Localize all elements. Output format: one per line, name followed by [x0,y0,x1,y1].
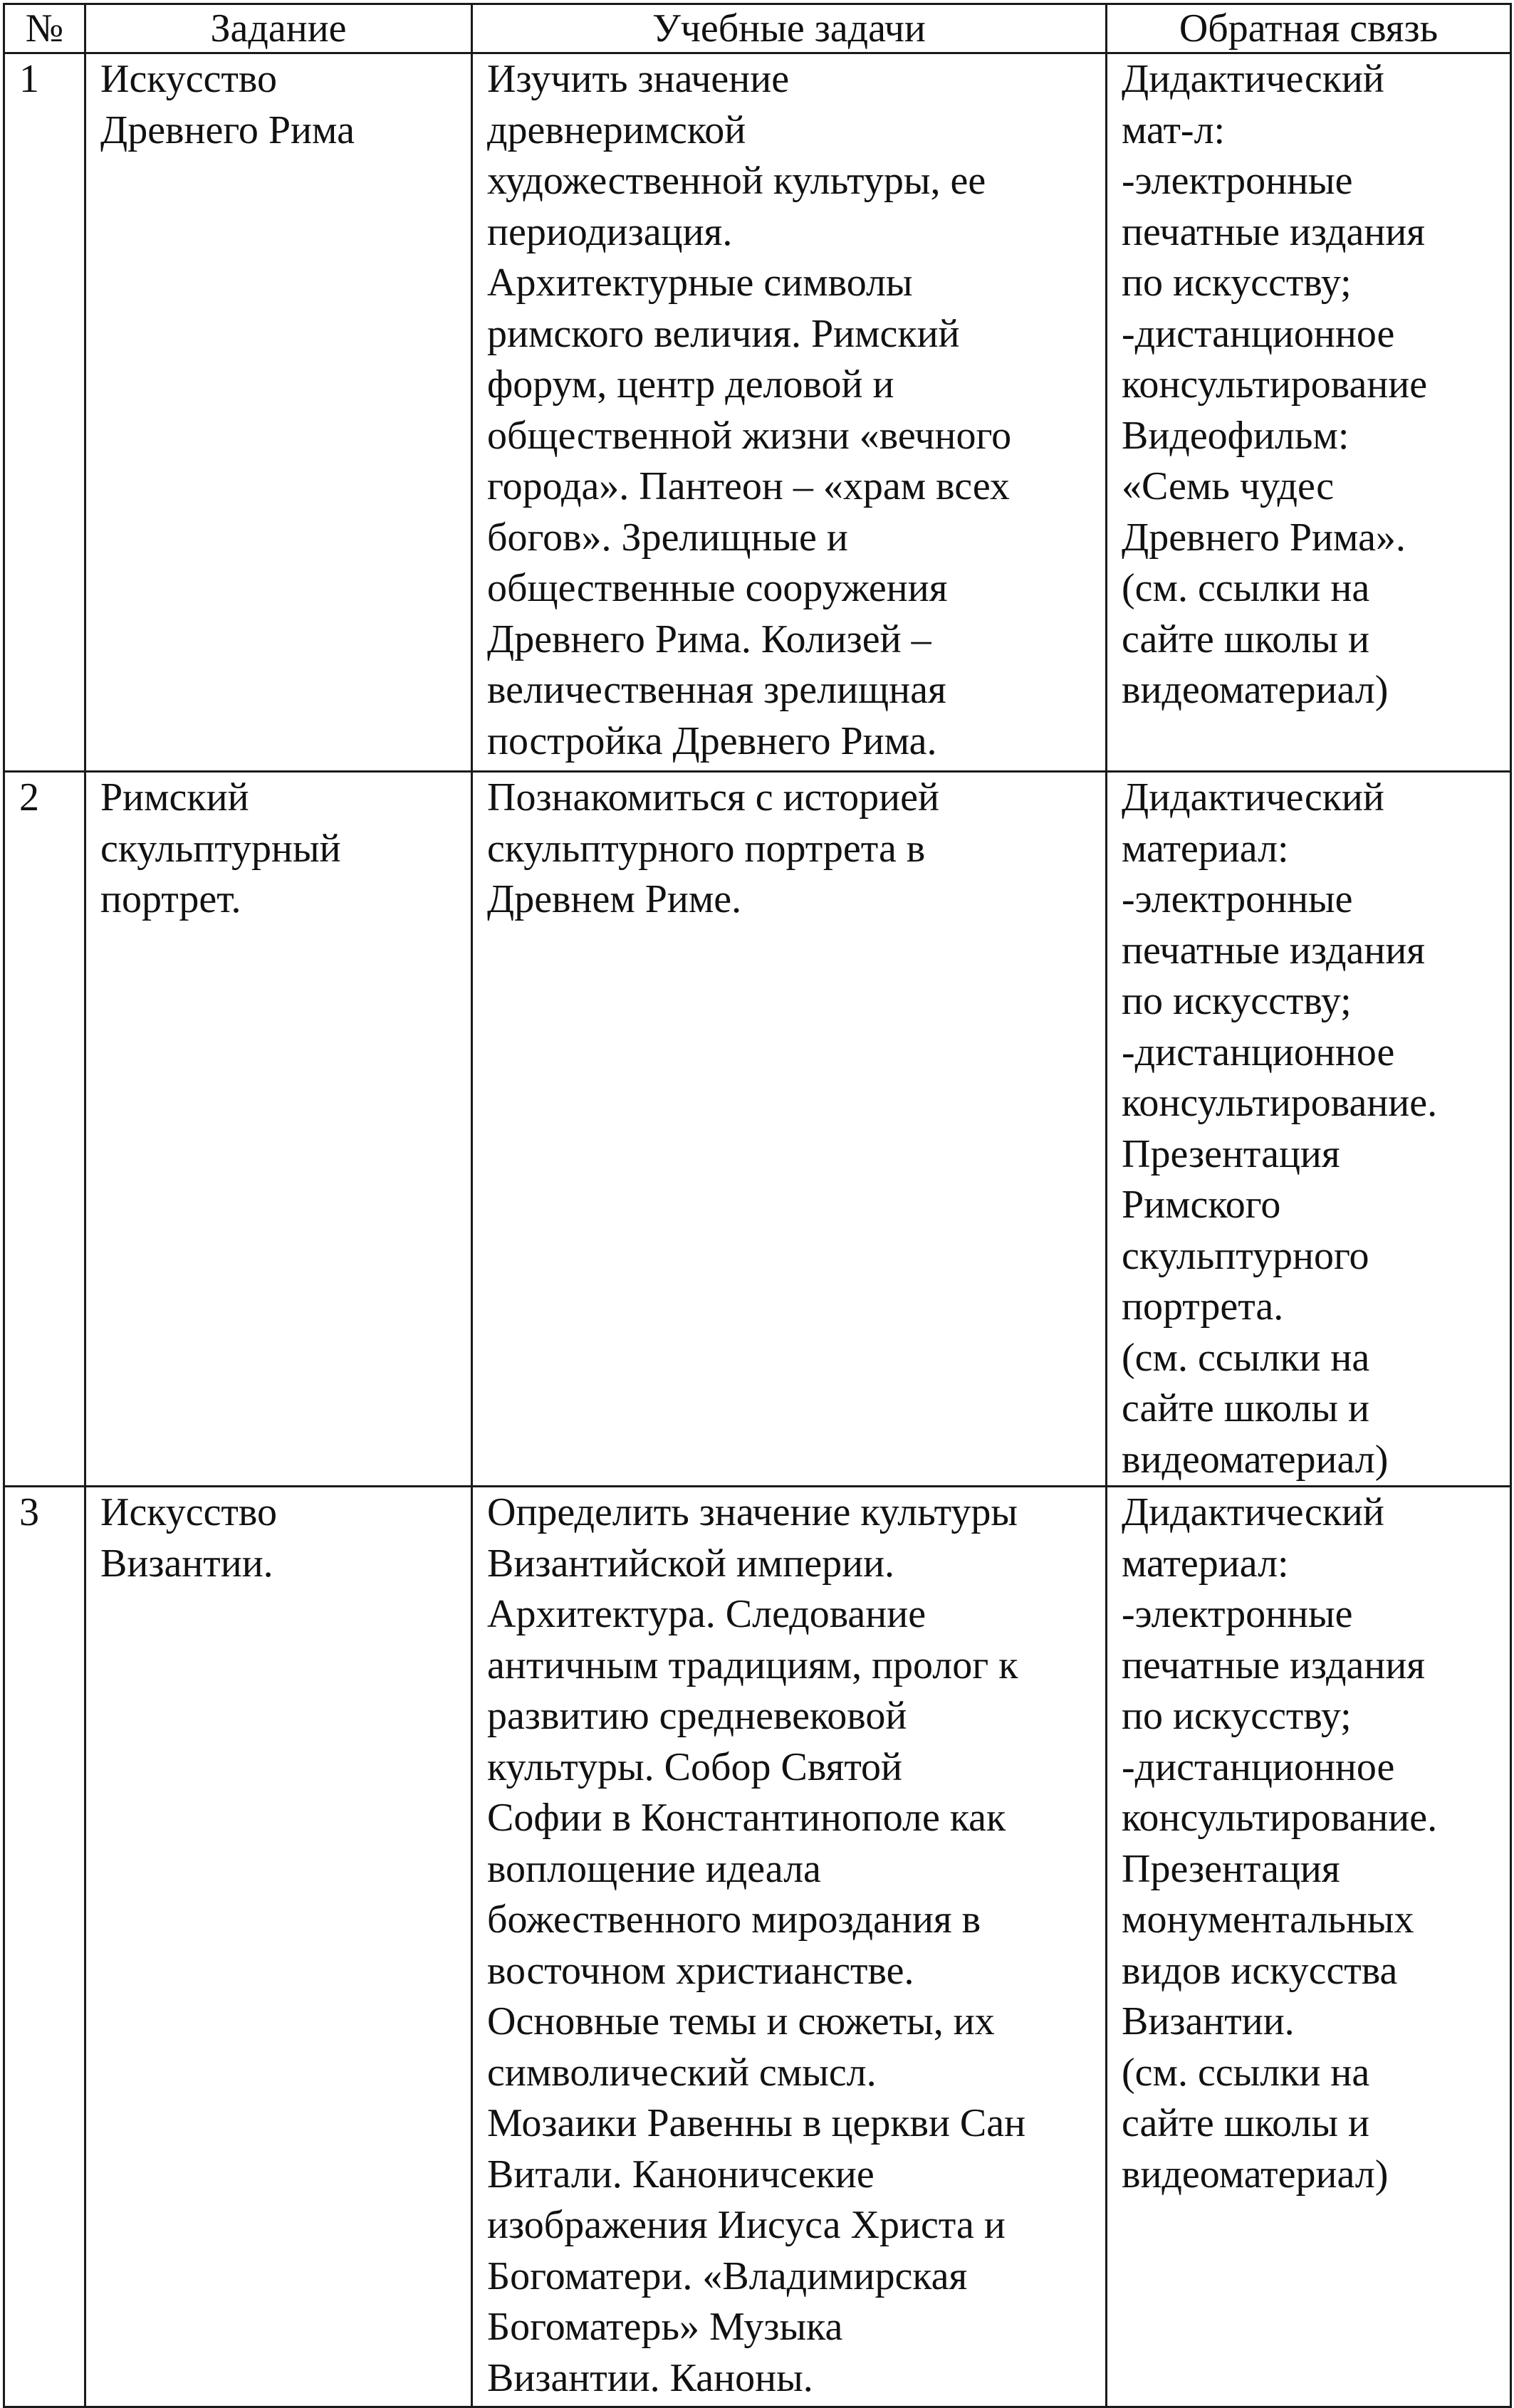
row-feedback: Дидактический материал: -электронные печатные издания по искусству; -дистанционное консультирование. Презентация Римского скульптурного портрета. (см. ссылки на сайте школы и видеоматериал) [1107,772,1511,1487]
row-number: 2 [4,772,85,1487]
row-goals: Познакомиться с историей скульптурного портрета в Древнем Риме. [472,772,1107,1487]
row-number: 3 [4,1487,85,2407]
row-number: 1 [4,53,85,772]
header-feedback: Обратная связь [1107,4,1511,53]
table-header-row [4,4,1511,53]
table-row [4,1487,1511,2407]
table-row [4,53,1511,772]
row-goals: Изучить значение древнеримской художественной культуры, ее периодизация. Архитектурные символы римского величия. Римский форум, центр деловой и общественной жизни «вечного города». Пантеон – «храм всех богов». Зрелищные и общественные сооружения Древнего Рима. Колизей – величественная зрелищная постройка Древнего Рима. [472,53,1107,772]
header-task: Задание [85,4,472,53]
row-feedback: Дидактический мат-л: -электронные печатные издания по искусству; -дистанционное консультирование Видеофильм: «Семь чудес Древнего Рима». (см. ссылки на сайте школы и видеоматериал) [1107,53,1511,772]
lessons-table [3,3,1512,2408]
header-number: № [4,4,85,53]
row-goals: Определить значение культуры Византийской империи. Архитектура. Следование античным традициям, пролог к развитию средневековой культуры. Собор Святой Софии в Константинополе как воплощение идеала божественного мироздания в восточном христианстве. Основные темы и сюжеты, их символический смысл. Мозаики Равенны в церкви Сан Витали. Каноничсекие изображения Иисуса Христа и Богоматери. «Владимирская Богоматерь» Музыка Византии. Каноны. [472,1487,1107,2407]
row-task: Искусство Византии. [85,1487,472,2407]
header-goals: Учебные задачи [472,4,1107,53]
row-task: Искусство Древнего Рима [85,53,472,772]
row-feedback: Дидактический материал: -электронные печатные издания по искусству; -дистанционное консультирование. Презентация монументальных видов искусства Византии. (см. ссылки на сайте школы и видеоматериал) [1107,1487,1511,2407]
table-row [4,772,1511,1487]
row-task: Римский скульптурный портрет. [85,772,472,1487]
